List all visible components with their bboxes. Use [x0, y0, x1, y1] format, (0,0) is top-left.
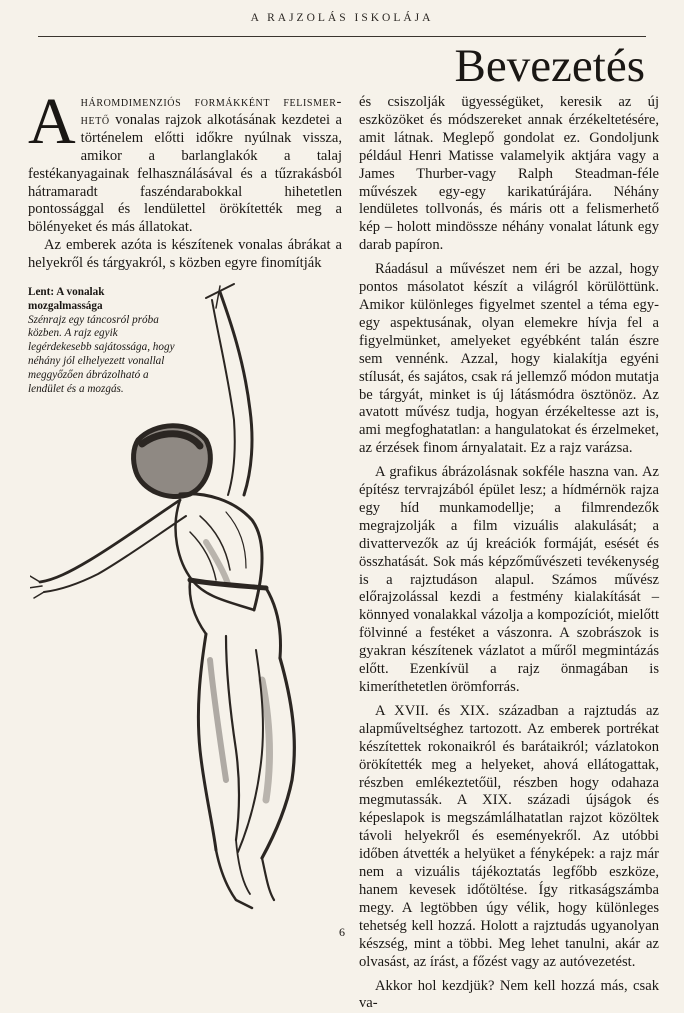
body-paragraph: Akkor hol kezdjük? Nem kell hozzá más, csak va-	[359, 978, 659, 1013]
figure-caption	[28, 286, 178, 396]
page-number: 6	[0, 925, 684, 940]
intro-paragraph-2: Az emberek azóta is készítenek vonalas ábrákat a helyekről és tárgyakról, s közben egyre finomítják	[28, 237, 342, 273]
page-title: Bevezetés	[0, 38, 645, 94]
running-head: A RAJZOLÁS ISKOLÁJA	[0, 12, 684, 24]
body-paragraph: Ráadásul a művészet nem éri be azzal, hogy pontos másolatot készít a világról körülöttünk. Amikor különleges figyelmet szentel a téma egy-egy aspektusának, olyan elemekre hívja fel a figyelmünket, amelyeket egyébként talán észre sem vennénk. Azzal, hogy kialakítja egyéni stílusát, és sajátos, csak rá jellemző módon mutatja be tárgyát, minket is új látásmódra ösztönöz. Az avatott művész tudja, hogyan érzékeltesse azt is, ami megfoghatatlan: a hangulatokat és érzelmeket, az érzések finom árnyalatait. Ez a rajz varázsa.	[359, 261, 659, 458]
caption-body: Szénrajz egy táncosról próba közben. A rajz egyik legérdekesebb sajátossága, hogy néhány jól elhelyezett vonallal meggyőzően ábrázolható a lendület és a mozgás.	[28, 314, 178, 397]
intro-text: vonalas rajzok alkotásának kezdetei a történelem előtti időkre nyúlnak vissza, amikor a barlanglakók a talaj festékanyagainak felhasználásával és a tűzrakásból hátramaradt faszéndarabokkal hihetetlen pontossággal és lendülettel örökítették meg a bölényeket és más állatokat.	[28, 112, 342, 235]
continuation-paragraph: és csiszolják ügyességüket, keresik az új eszközöket és módszereket annak érzékeltetésére, amit látnak. Meglepő gondolat ez. Gondoljunk például Henri Matisse valamelyik aktjára vagy a James Thurber-vagy Ralph Steadman-féle művészek egy-egy karikatúrájára. Néhány lendületes tollvonás, és máris ott a felismerhető kép – holott mindössze néhány vonalat látunk egy darab papíron.	[359, 94, 659, 255]
body-paragraph: A grafikus ábrázolásnak sokféle haszna van. Az építész tervrajzából épület lesz; a hídmérnök rajza egy híd munkamodellje; a filmrendezők megrajzolják a film vizuális alakulását; a divattervezők az új kreációk formáját, esését és összhatását. Sok más képzőművészeti tevékenység is a rajztudáson alapul. Számos művész előrajzolással kezdi a festmény kialakítását – könnyed vonalakkal vázolja a kompozíciót, mielőtt fölvinné a festéket a vászonra. A szobrászok is gyakran készítenek vázlatot a műről megmintázás előtt. Ezenkívül a rajz önmagában is kimeríthetetlen örömforrás.	[359, 464, 659, 697]
header-rule	[38, 36, 646, 37]
caption-title: Lent: A vonalak mozgalmassága	[28, 286, 178, 314]
intro-small-caps: háromdimenziós formákként felismer-hető	[81, 94, 342, 128]
body-paragraph: A XVII. és XIX. században a rajztudás az alapműveltséghez tartozott. Az emberek portrékat készítettek rokonaikról és barátaikról; vázlatokon örökítették meg a helyeket, ahová ellátogattak, részben emlékeztetőül, részben hogy odahaza megmutassák. A XIX. századi újságok és képeslapok is megszámlálhatatlan rajzot közöltek távoli helyekről és eseményekről. Az utóbbi időben átvették a helyüket a fényképek: a rajz már nem a vizuális tájékoztatás legfőbb eszköze, hanem kevesek időtöltése. Így ritkaságszámba megy. A legtöbben úgy vélik, hogy különleges tehetség kell hozzá. Holott a rajztudás ugyanolyan készség, mint a többi. Meg lehet tanulni, akár az olvasást, az írást, a főzést vagy az autóvezetést.	[359, 703, 659, 972]
intro-paragraph	[28, 94, 342, 237]
left-column	[28, 94, 342, 273]
drop-cap: A	[28, 96, 76, 148]
right-column	[359, 94, 659, 1013]
